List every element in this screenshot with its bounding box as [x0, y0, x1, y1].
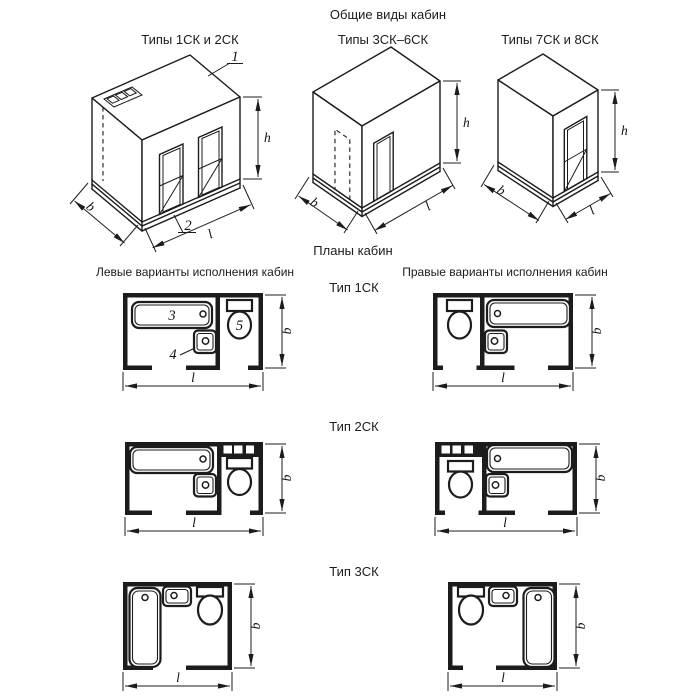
toilet — [458, 587, 484, 625]
dimension-l — [435, 515, 577, 536]
plan-3sk-left — [123, 582, 263, 691]
plans-section-title: Планы кабин — [313, 243, 393, 258]
dim-label-l: l — [503, 515, 507, 530]
dim-label-b: b — [248, 622, 263, 630]
wall — [477, 366, 515, 371]
wall — [123, 582, 128, 670]
ext-line — [243, 97, 262, 179]
cistern — [227, 458, 252, 469]
toilet — [447, 300, 472, 339]
dim-line — [484, 185, 539, 221]
dimension-h — [443, 81, 470, 163]
washbasin — [489, 587, 517, 607]
toilet — [448, 461, 473, 498]
drain — [491, 338, 497, 344]
dim-label-l: l — [422, 198, 434, 214]
callout-base — [174, 215, 196, 234]
page-title: Общие виды кабин — [329, 7, 447, 22]
type-1sk-title: Тип 1СК — [329, 280, 379, 295]
dim-label-h: h — [463, 115, 470, 130]
dimension-b — [234, 584, 263, 668]
plan-3sk-right — [448, 582, 588, 691]
dimension-b — [575, 295, 604, 368]
type-2sk-title: Тип 2СК — [329, 419, 379, 434]
wall — [125, 511, 152, 516]
dim-label-b: b — [573, 622, 588, 630]
drain — [495, 456, 501, 462]
drain — [142, 595, 148, 601]
cistern — [227, 300, 252, 311]
dim-label-b: b — [279, 474, 294, 482]
toilet-bowl — [449, 472, 472, 498]
wall — [123, 293, 263, 298]
dimension-h — [601, 90, 628, 172]
plan-2sk-left — [125, 442, 294, 536]
toilet-bowl — [448, 312, 471, 339]
wall — [228, 582, 233, 670]
wall — [435, 511, 445, 516]
dim-label-b: b — [83, 198, 99, 215]
callout-roof — [208, 49, 243, 76]
vent-duct — [246, 446, 254, 454]
dim-label-b: b — [307, 194, 322, 211]
bathtub — [132, 302, 212, 328]
wall — [548, 366, 573, 371]
ventilation-block — [217, 442, 263, 457]
drain — [503, 593, 509, 599]
drain — [495, 311, 501, 317]
bathtub — [130, 588, 161, 667]
dimension-b — [265, 295, 294, 368]
wall — [259, 293, 264, 370]
wall — [186, 666, 232, 671]
dim-label-l: l — [586, 202, 598, 218]
toilet — [197, 587, 223, 625]
wall — [433, 366, 443, 371]
wall — [248, 366, 263, 371]
callout-2: 2 — [184, 218, 192, 234]
callout-4: 4 — [169, 347, 177, 363]
toilet — [227, 300, 252, 339]
dimension-b — [559, 584, 588, 668]
toilet-bowl — [198, 596, 222, 625]
drain — [535, 595, 541, 601]
vent-duct — [465, 446, 474, 454]
dim-label-b: b — [494, 182, 509, 199]
dim-label-h: h — [621, 123, 628, 138]
washbasin — [194, 331, 216, 354]
dim-label-h: h — [264, 130, 271, 145]
ext-line — [601, 90, 619, 172]
vent-duct — [453, 446, 462, 454]
dim-label-b: b — [593, 474, 608, 482]
wall — [250, 511, 263, 516]
wall — [479, 511, 516, 516]
toilet — [227, 458, 252, 495]
dimension-l — [125, 515, 263, 536]
type-3sk-title: Тип 3СК — [329, 564, 379, 579]
wall — [448, 582, 453, 670]
iso-view-3sk-6sk — [295, 47, 470, 234]
view-label-3sk-6sk: Типы 3СК–6СК — [337, 32, 429, 47]
view-label-1sk-2sk: Типы 1СК и 2СК — [141, 32, 239, 47]
drain — [202, 482, 208, 488]
dimension-b — [579, 444, 608, 513]
wall — [123, 293, 128, 370]
callout-5: 5 — [235, 318, 244, 334]
dim-line — [75, 198, 125, 243]
drain — [492, 482, 498, 488]
dimension-h — [243, 97, 271, 179]
dimension-b — [265, 444, 294, 513]
wall — [548, 511, 577, 516]
dim-label-b: b — [279, 327, 294, 335]
wall — [448, 666, 463, 671]
cistern — [447, 300, 472, 311]
left-variants-title: Левые варианты исполнения кабин — [95, 265, 295, 279]
drain — [202, 338, 208, 344]
vent-duct — [234, 446, 243, 454]
dim-label-l: l — [501, 670, 505, 685]
ventilation-block — [435, 442, 487, 457]
cistern — [448, 461, 473, 472]
wall — [573, 442, 578, 515]
dim-label-l: l — [191, 370, 195, 385]
bathtub — [487, 300, 570, 327]
washbasin — [194, 474, 216, 497]
callout-3: 3 — [168, 308, 176, 324]
washbasin — [163, 587, 191, 607]
dim-label-l: l — [501, 370, 505, 385]
dim-label-l: l — [176, 670, 180, 685]
wall — [433, 293, 573, 298]
iso-view-1sk-2sk — [70, 49, 271, 252]
washbasin — [486, 474, 508, 497]
dimension-l — [433, 370, 573, 391]
toilet-bowl — [459, 596, 483, 625]
dimension-l — [448, 670, 557, 691]
callout-washbasin — [169, 347, 195, 363]
right-variants-title: Правые варианты исполнения кабин — [402, 265, 608, 279]
plan-1sk-right — [433, 293, 604, 391]
wall — [125, 442, 130, 515]
wall — [433, 293, 438, 370]
bathtub — [487, 445, 572, 472]
drain — [171, 593, 177, 599]
bathtub — [524, 588, 555, 667]
vent-duct — [224, 446, 233, 454]
partition-wall — [480, 297, 485, 370]
toilet-bowl — [228, 469, 251, 495]
bathtub — [130, 447, 213, 473]
ext-line — [443, 81, 461, 163]
view-label-7sk-8sk: Типы 7СК и 8СК — [501, 32, 599, 47]
drain — [200, 311, 206, 317]
dimension-l — [123, 370, 263, 391]
iso-view-7sk-8sk — [481, 54, 628, 223]
dim-label-b: b — [589, 327, 604, 335]
vent-duct — [442, 446, 451, 454]
plan-1sk-left — [123, 293, 294, 391]
dimension-l — [123, 670, 232, 691]
washbasin — [485, 331, 507, 354]
callout-1: 1 — [231, 49, 239, 65]
leader-line — [180, 348, 195, 355]
wall — [123, 366, 152, 371]
plan-2sk-right — [435, 442, 608, 536]
drain — [200, 456, 206, 462]
dim-label-l: l — [205, 226, 215, 242]
dim-label-l: l — [192, 515, 196, 530]
